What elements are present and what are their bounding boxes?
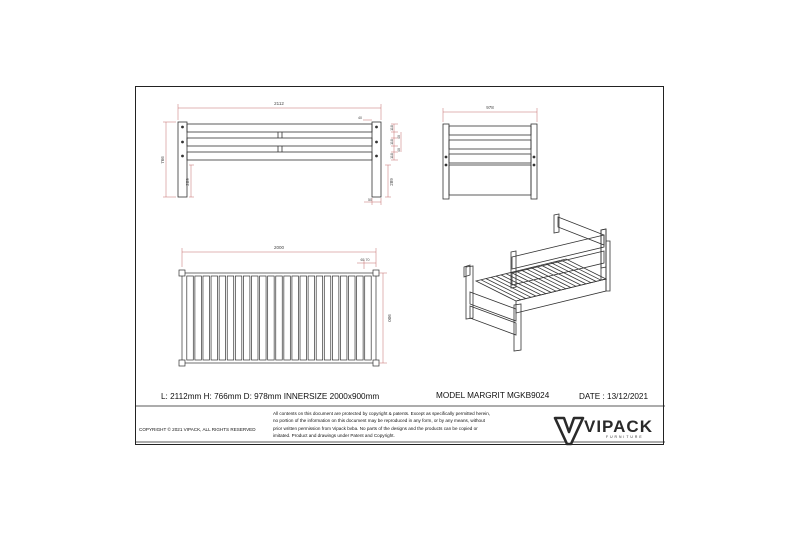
slat — [276, 276, 282, 360]
legal-line: imitated. Product and drawings under Patent and Copyright. — [273, 433, 395, 439]
slat — [187, 276, 193, 360]
legal-line: All contents on this document are protected by copyright & patents. Except as specifically permitted herein, — [273, 411, 491, 416]
drawing-date: DATE : 13/12/2021 — [579, 392, 649, 401]
front-view-dimensions — [163, 104, 401, 205]
front-foot-dimension: 50 — [368, 198, 372, 202]
vipack-logo-mark — [555, 418, 583, 444]
product-specs: L: 2112mm H: 766mm D: 978mm INNERSIZE 2000x900mm — [161, 392, 380, 401]
vipack-logo-name: VIPACK — [584, 417, 653, 436]
top-slat-spacing-dimension: 65 70 — [360, 258, 370, 262]
slat — [235, 276, 241, 360]
side-depth-dimension: 978 — [486, 105, 494, 110]
slat — [316, 276, 322, 360]
copyright-notice: COPYRIGHT © 2021 VIPACK, ALL RIGHTS RESERVED — [139, 427, 256, 432]
front-board-3-dimension: 118 — [390, 153, 394, 159]
legal-line: prior written permission from Vipack bvba. No parts of the designs and the products can be copied or — [273, 425, 478, 431]
slat — [308, 276, 314, 360]
iso-slat — [561, 260, 601, 280]
front-gap-1-dimension: 40 — [397, 135, 401, 139]
slat — [219, 276, 225, 360]
slat — [268, 276, 274, 360]
slat — [300, 276, 306, 360]
front-board-2-dimension: 118 — [390, 139, 394, 145]
side-right-post — [531, 124, 537, 199]
vipack-logo — [555, 417, 653, 444]
vipack-logo-tagline: FURNITURE — [606, 435, 644, 439]
drawing-sheet — [135, 86, 664, 445]
slat — [340, 276, 346, 360]
top-slats — [187, 276, 371, 360]
front-board-top — [187, 124, 372, 132]
top-width-dimension: 900 — [387, 314, 392, 322]
slat — [227, 276, 233, 360]
side-left-post — [443, 124, 449, 199]
front-board-bottom — [187, 152, 372, 160]
front-board-1-dimension: 118 — [390, 125, 394, 131]
slat — [349, 276, 355, 360]
front-width-dimension: 2112 — [274, 101, 284, 106]
front-right-post — [372, 122, 381, 197]
slat — [203, 276, 209, 360]
isometric-view — [464, 214, 610, 351]
slat — [332, 276, 338, 360]
slat — [252, 276, 258, 360]
side-view — [443, 124, 537, 199]
front-leg-height-left: 289 — [185, 178, 190, 186]
front-top-gap-dimension: 40 — [358, 116, 362, 120]
slat — [292, 276, 298, 360]
front-leg-height-right: 289 — [389, 178, 394, 186]
slat — [365, 276, 371, 360]
front-board-middle — [187, 138, 372, 146]
top-length-dimension: 2000 — [273, 245, 285, 250]
model-name: MODEL MARGRIT MGKB9024 — [436, 391, 550, 400]
slat — [243, 276, 249, 360]
legal-line: no portion of the information on this document may be reproduced in any form, or by any means, without — [273, 418, 485, 424]
legal-notice — [273, 410, 538, 440]
slat — [324, 276, 330, 360]
slat — [284, 276, 290, 360]
slat — [211, 276, 217, 360]
slat — [260, 276, 266, 360]
front-view — [178, 122, 381, 197]
iso-slat — [481, 280, 521, 300]
front-gap-2-dimension: 40 — [397, 148, 401, 152]
front-height-dimension: 766 — [160, 156, 165, 164]
slat — [195, 276, 201, 360]
slat — [357, 276, 363, 360]
top-view — [179, 270, 379, 366]
